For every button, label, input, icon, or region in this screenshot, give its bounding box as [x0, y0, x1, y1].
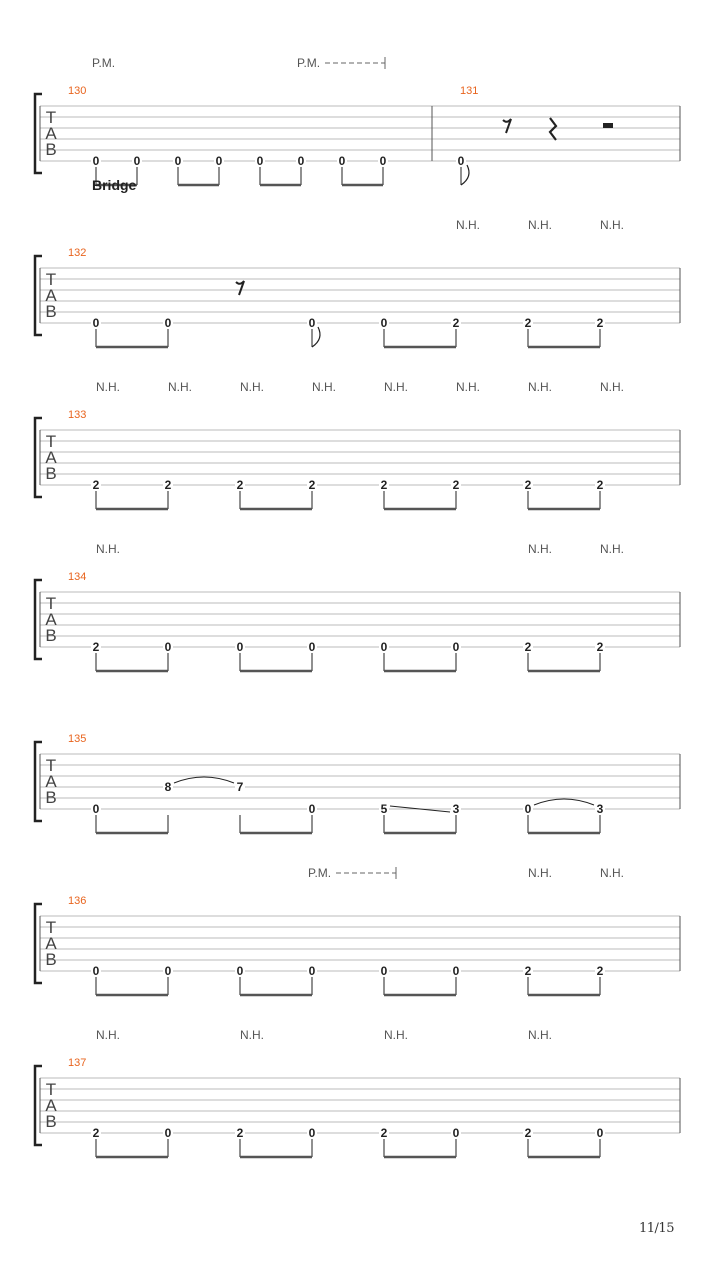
- fret-number: 0: [236, 964, 244, 978]
- tab-clef-letter: B: [45, 788, 57, 807]
- fret-number: 5: [380, 802, 388, 816]
- fret-number: 0: [452, 640, 460, 654]
- fret-number: 2: [596, 640, 604, 654]
- note-flag: [461, 165, 469, 185]
- palm-mute-label: P.M.: [297, 56, 321, 70]
- fret-number: 2: [524, 316, 532, 330]
- page-number: 11/15: [639, 1221, 674, 1236]
- fret-number: 2: [524, 478, 532, 492]
- fret-number: 2: [452, 316, 460, 330]
- tab-clef-letter: B: [45, 1112, 57, 1131]
- fret-number: 0: [92, 802, 100, 816]
- tie: [534, 799, 594, 805]
- fret-number: 3: [452, 802, 460, 816]
- measure-number: 136: [68, 895, 87, 907]
- tab-clef-letter: A: [45, 934, 57, 953]
- fret-number: 0: [92, 316, 100, 330]
- eighth-rest: [503, 119, 511, 133]
- measure-number: 135: [68, 733, 87, 745]
- fret-number: 0: [380, 964, 388, 978]
- tab-clef-letter: A: [45, 448, 57, 467]
- fret-number: 2: [596, 316, 604, 330]
- fret-number: 8: [164, 780, 172, 794]
- natural-harmonic-label: N.H.: [600, 218, 624, 232]
- fret-number: 0: [164, 316, 172, 330]
- section-label: Bridge: [92, 177, 137, 193]
- fret-number: 0: [379, 154, 387, 168]
- fret-number: 0: [92, 154, 100, 168]
- fret-number: 3: [596, 802, 604, 816]
- fret-number: 2: [92, 478, 100, 492]
- fret-number: 0: [164, 640, 172, 654]
- tab-clef-letter: T: [45, 594, 57, 613]
- natural-harmonic-label: N.H.: [528, 866, 552, 880]
- fret-number: 2: [92, 1126, 100, 1140]
- fret-number: 0: [308, 1126, 316, 1140]
- natural-harmonic-label: N.H.: [384, 380, 408, 394]
- tab-clef-letter: T: [45, 1080, 57, 1099]
- natural-harmonic-label: N.H.: [168, 380, 192, 394]
- fret-number: 2: [308, 478, 316, 492]
- fret-number: 2: [452, 478, 460, 492]
- tab-clef-letter: T: [45, 918, 57, 937]
- fret-number: 0: [133, 154, 141, 168]
- tab-clef-letter: B: [45, 950, 57, 969]
- fret-number: 0: [256, 154, 264, 168]
- measure-number: 137: [68, 1057, 87, 1069]
- natural-harmonic-label: N.H.: [456, 218, 480, 232]
- fret-number: 0: [174, 154, 182, 168]
- measure-number: 133: [68, 409, 87, 421]
- fret-number: 7: [236, 780, 244, 794]
- fret-number: 0: [164, 1126, 172, 1140]
- fret-number: 0: [380, 316, 388, 330]
- fret-number: 0: [308, 316, 316, 330]
- natural-harmonic-label: N.H.: [528, 218, 552, 232]
- natural-harmonic-label: N.H.: [384, 1028, 408, 1042]
- fret-number: 0: [452, 1126, 460, 1140]
- natural-harmonic-label: N.H.: [528, 542, 552, 556]
- measure-number: 132: [68, 247, 87, 259]
- note-flag: [312, 327, 320, 347]
- tab-clef-letter: A: [45, 124, 57, 143]
- tie: [174, 777, 234, 783]
- fret-number: 0: [215, 154, 223, 168]
- natural-harmonic-label: N.H.: [600, 542, 624, 556]
- fret-number: 2: [236, 1126, 244, 1140]
- tab-clef-letter: B: [45, 302, 57, 321]
- natural-harmonic-label: N.H.: [528, 380, 552, 394]
- tab-clef-letter: T: [45, 270, 57, 289]
- fret-number: 2: [380, 478, 388, 492]
- tab-clef-letter: A: [45, 610, 57, 629]
- tab-clef-letter: A: [45, 1096, 57, 1115]
- fret-number: 0: [338, 154, 346, 168]
- measure-number: 134: [68, 571, 87, 583]
- fret-number: 0: [308, 964, 316, 978]
- fret-number: 0: [297, 154, 305, 168]
- fret-number: 2: [596, 964, 604, 978]
- eighth-rest: [236, 281, 244, 295]
- fret-number: 2: [236, 478, 244, 492]
- measure-number: 131: [460, 85, 479, 97]
- natural-harmonic-label: N.H.: [96, 542, 120, 556]
- fret-number: 2: [164, 478, 172, 492]
- fret-number: 2: [524, 640, 532, 654]
- fret-number: 2: [524, 1126, 532, 1140]
- tab-clef-letter: T: [45, 108, 57, 127]
- natural-harmonic-label: N.H.: [600, 380, 624, 394]
- palm-mute-label: P.M.: [92, 56, 116, 70]
- natural-harmonic-label: N.H.: [240, 1028, 264, 1042]
- fret-number: 2: [380, 1126, 388, 1140]
- palm-mute-label: P.M.: [308, 866, 332, 880]
- fret-number: 2: [92, 640, 100, 654]
- measure-number: 130: [68, 85, 87, 97]
- fret-number: 0: [380, 640, 388, 654]
- natural-harmonic-label: N.H.: [96, 380, 120, 394]
- tab-clef-letter: B: [45, 140, 57, 159]
- quarter-rest: [550, 118, 556, 140]
- fret-number: 0: [92, 964, 100, 978]
- fret-number: 0: [308, 802, 316, 816]
- fret-number: 0: [308, 640, 316, 654]
- natural-harmonic-label: N.H.: [240, 380, 264, 394]
- fret-number: 2: [596, 478, 604, 492]
- natural-harmonic-label: N.H.: [456, 380, 480, 394]
- tab-clef-letter: A: [45, 286, 57, 305]
- natural-harmonic-label: N.H.: [312, 380, 336, 394]
- tab-clef-letter: T: [45, 756, 57, 775]
- tab-clef-letter: A: [45, 772, 57, 791]
- natural-harmonic-label: N.H.: [600, 866, 624, 880]
- fret-number: 0: [524, 802, 532, 816]
- fret-number: 0: [236, 640, 244, 654]
- tab-clef-letter: T: [45, 432, 57, 451]
- fret-number: 0: [457, 154, 465, 168]
- half-rest: [603, 123, 613, 128]
- fret-number: 0: [452, 964, 460, 978]
- tab-clef-letter: B: [45, 464, 57, 483]
- natural-harmonic-label: N.H.: [528, 1028, 552, 1042]
- natural-harmonic-label: N.H.: [96, 1028, 120, 1042]
- fret-number: 0: [596, 1126, 604, 1140]
- tab-clef-letter: B: [45, 626, 57, 645]
- fret-number: 2: [524, 964, 532, 978]
- fret-number: 0: [164, 964, 172, 978]
